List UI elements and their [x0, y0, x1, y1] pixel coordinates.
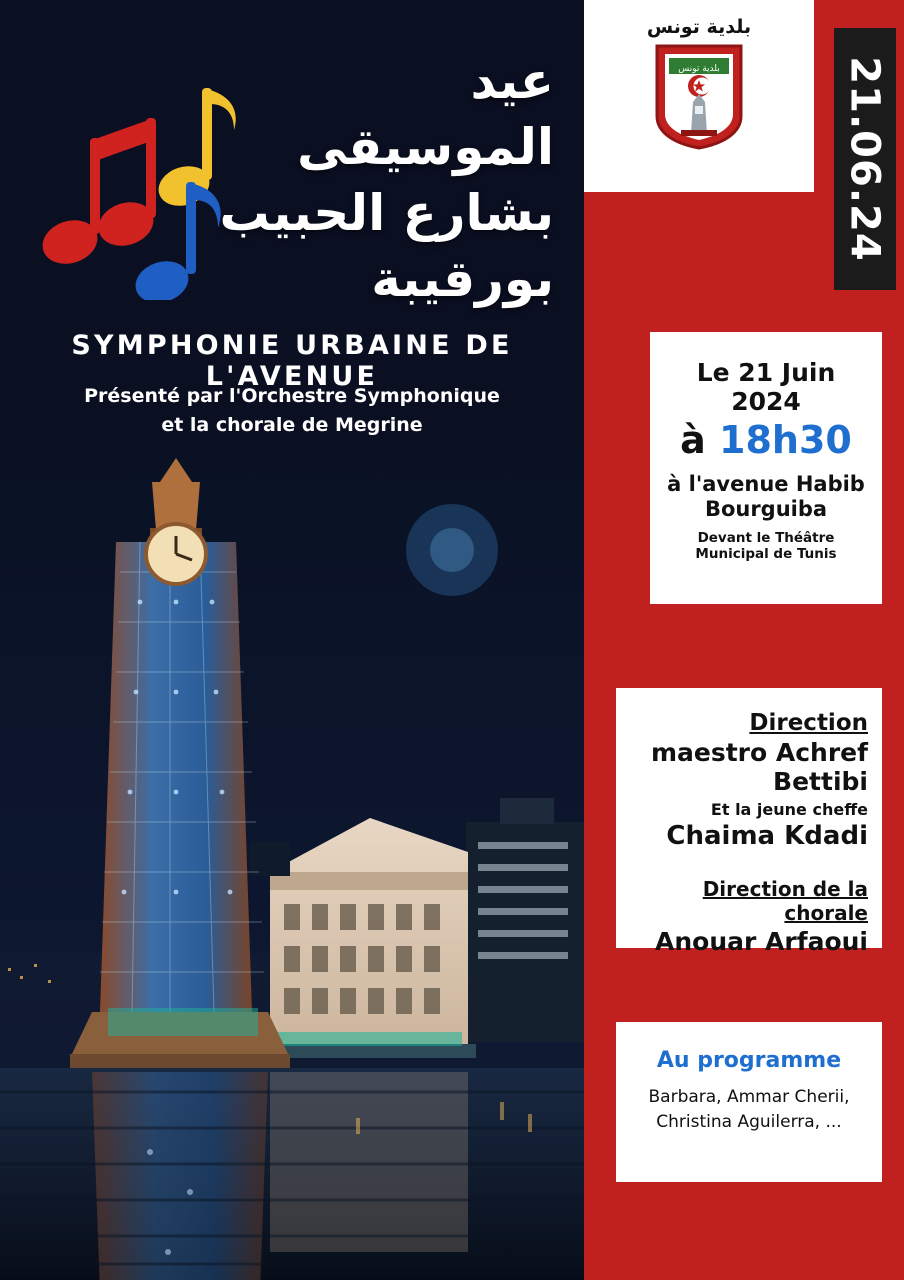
- direction-card: [616, 688, 882, 956]
- direction-assistant-name: Chaima Kdadi: [666, 821, 868, 851]
- event-when-card: [650, 332, 882, 604]
- svg-text:بلدية تونس: بلدية تونس: [678, 64, 720, 74]
- event-time: [660, 418, 872, 462]
- presented-by-line-2: et la chorale de Megrine: [161, 413, 423, 436]
- program-heading: Au programme: [656, 1048, 842, 1073]
- direction-assistant-label: Et la jeune cheffe: [710, 800, 868, 819]
- municipality-name-arabic: بلدية تونس: [646, 16, 752, 38]
- program-line-2: Christina Aguilerra, ...: [656, 1111, 842, 1132]
- date-badge-text: 21.06.24: [842, 56, 889, 262]
- program-list: [628, 1085, 870, 1134]
- event-time-prefix: à: [680, 418, 720, 462]
- choir-director-name: Anouar Arfaoui: [655, 927, 868, 956]
- event-date: Le 21 Juin 2024: [696, 358, 836, 416]
- program-line-1: Barbara, Ammar Cherii,: [648, 1087, 850, 1107]
- choir-direction-heading: Direction de la chorale: [702, 877, 868, 925]
- date-badge: [834, 28, 896, 290]
- direction-conductor-name: maestro Achref Bettibi: [650, 738, 868, 796]
- event-location-detail: Devant le Théâtre Municipal de Tunis: [695, 530, 837, 563]
- poster-photo-clock-tower: [0, 452, 584, 1280]
- poster-title-arabic: عيد الموسيقى بشارع الحبيب بورقيبة: [219, 52, 554, 308]
- event-time-hour: 18h30: [719, 418, 852, 462]
- tunis-municipality-crest-icon: [651, 42, 747, 150]
- poster-presented-by: [0, 382, 584, 439]
- poster-right-column: [584, 0, 904, 1280]
- poster-header: [0, 0, 584, 452]
- municipality-logo-band: [584, 0, 814, 192]
- presented-by-line-1: Présenté par l'Orchestre Symphonique: [84, 385, 500, 407]
- poster-subtitle-french: SYMPHONIE URBAINE DE L'AVENUE: [71, 330, 513, 392]
- direction-heading: Direction: [749, 710, 868, 736]
- event-location: à l'avenue Habib Bourguiba: [667, 472, 865, 522]
- program-card: [616, 1022, 882, 1182]
